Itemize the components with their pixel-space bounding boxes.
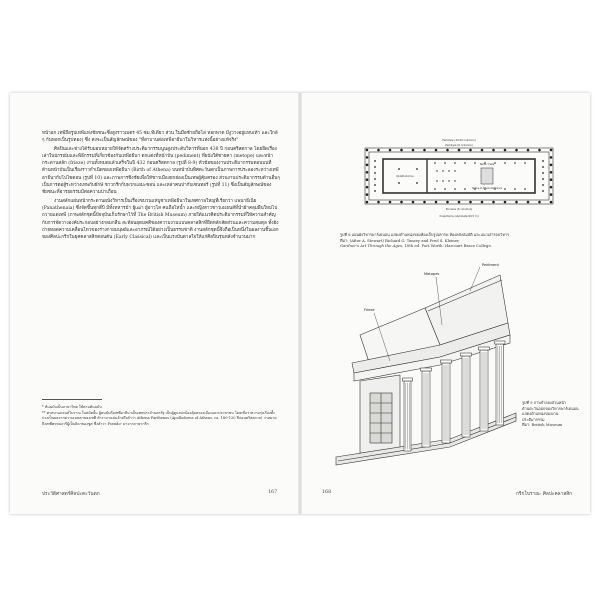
plan-label-statue: Statue of Athena Parthenos: [471, 187, 503, 190]
book-spread: [10, 93, 590, 514]
plan-column: [374, 160, 376, 162]
plan-column: [524, 162, 526, 164]
plan-column: [366, 201, 369, 204]
plan-column: [434, 188, 436, 190]
plan-column: [458, 201, 461, 204]
caption-line: ที่มา: (After A. Stewart) Richard G. Tansey and Fred S. Kleiner,: [340, 237, 460, 243]
plan-column: [474, 162, 476, 164]
footnotes: [42, 405, 280, 427]
plan-column: [374, 172, 376, 174]
plan-column: [436, 180, 437, 181]
plan-column: [550, 164, 553, 167]
plan-column: [442, 180, 443, 181]
plan-column: [550, 193, 553, 196]
caption-line: ประติมากรรม: [522, 416, 545, 422]
plan-column: [366, 178, 369, 181]
footnote-divider: [42, 399, 102, 400]
plan-label-bottom-inner: Pronaos (6 columns): [445, 208, 473, 211]
plan-column: [423, 149, 426, 152]
figure-9-caption: [522, 400, 582, 428]
right-page: [300, 93, 590, 514]
plan-column: [454, 188, 456, 190]
plan-column: [448, 180, 449, 181]
plan-column: [550, 201, 553, 204]
caption-line: [340, 243, 576, 249]
column-capital: [461, 353, 472, 356]
plan-column: [464, 188, 466, 190]
plan-column: [469, 201, 472, 204]
label-metopes: Metopes: [424, 272, 440, 276]
plan-column: [435, 201, 438, 204]
plan-label-top-outer: Peristyle (44-56 columns): [442, 139, 476, 142]
plan-column: [366, 156, 369, 159]
plan-column: [412, 149, 415, 152]
plan-column: [366, 171, 369, 174]
plan-column: [374, 166, 376, 168]
caption-line: รูปที่ 9 ภาพจำลองส่วนหน้า: [522, 400, 567, 405]
caption-line: แสดงตำแหน่งของงาน: [522, 411, 559, 417]
column-capital: [495, 341, 506, 344]
plan-column: [481, 201, 484, 204]
plan-column: [538, 149, 541, 152]
plan-column: [494, 162, 496, 164]
plan-column: [398, 168, 400, 170]
plan-column: [454, 180, 455, 181]
plan-column: [469, 149, 472, 152]
plan-label-bottom-outer: Crepidoma (stylobate 69.5 m): [439, 215, 479, 218]
plan-column: [412, 201, 415, 204]
parthenon-elevation-figure: [330, 253, 520, 468]
plan-column: [458, 149, 461, 152]
plan-label-cella: Naos / Cella: [479, 163, 495, 166]
plan-column: [515, 149, 518, 152]
plan-column: [400, 201, 403, 204]
footnote: * ต้นฉบับเป็นภาษาไทย ใช้ตามต้นฉบับ: [42, 405, 102, 409]
plan-statue-base: [481, 168, 493, 184]
plan-column: [423, 201, 426, 204]
paragraph: งานสลักแผ่นหน้ากระดานผนังวิหารเป็นเรื่องขบวนแห่บูชาเทพีอธีนาในเทศกาลใหญ่ที่เรียกว่า แพนาธีเนีย (Panathenaia) ซึ่งจัดขึ้นทุกสี่ปี มีทั้งทหารม้า ผู้เฒ่า ผู้อาวุโส คนถือไหน้ำ และหญิงสาวชาวเอเธนส์ที่นำผ้าคลุมผืนใหม่ไปถวายแด่เทพี (ภาพสลักชุดนี้ปัจจุบันเก็บรักษาไว้ที่ The British Museum) ภายใต้แนวคิดประติมากรรมที่ให้ความสำคัญกับการจัดวางองค์ประกอบอย่างกลมกลืน สะท้อนอุดมคติของความงามแบบคลาสสิกที่ยึดหลักสัดส่วนและความสมดุล ทั้งยังถ่ายทอดความเคลื่อนไหวของร่างกายมนุษย์และอาภรณ์ได้อย่างเป็นธรรมชาติ งานสลักชุดนี้จึงถือเป็นหนึ่งในผลงานชิ้นเอกของศิลปะกรีกในยุคคลาสสิกตอนต้น (Early Classical) และเป็นแรงบันดาลใจให้แก่ศิลปินรุ่นหลังจำนวนมาก: [42, 198, 279, 241]
plan-column: [527, 201, 530, 204]
plan-column: [454, 170, 455, 171]
plan-column: [550, 186, 553, 189]
caption-publisher: 10th ed. Fort Worth: Harcourt Brace College.: [404, 243, 492, 249]
left-body-text: [42, 130, 280, 241]
plan-column: [550, 178, 553, 181]
label-frieze: Frieze: [364, 308, 375, 312]
plan-column: [550, 156, 553, 159]
plan-column: [448, 170, 449, 171]
paragraph: ศิลปินและช่างได้รับมอบหมายให้จัดสร้างประติมากรรมนูนสูงประดับวิหารที่นอก 438 ปี ก่อนคริสตกาล โดยยึดเรื่องเล่าในปกรณัมและพิธีกรรมที่เกี่ยวข้องกับเทพีอธีนา ตกแต่งที่หน้าบัน (pediment) ที่ผนังใต้ชายคา (metope) และหน้ากระดานสลัก (frieze) งานทั้งหมดแล้วเสร็จในปี 432 ก่อนคริสตกาล (รูปที่ 8-9) หัวข้อของงานประติมากรรมตอนบนที่ด้านหน้าบันเป็นเรื่องราวกำเนิดของเทพีอธีนา (Birth of Athena) บนหน้าบันทิศตะวันตกเป็นภาพการประลองระหว่างเทพีอาธีนากับโปไซดอน (รูปที่ 10) และภาพการชิงชัยเพื่อให้ชาวเมืองยกย่องเป็นเทพผู้คุ้มครอง ส่วนงานประติมากรรมด้านอื่นๆ เป็นการต่อสู้ระหว่างเทพกับยักษ์ ชาวกรีกกับพวกแอมะซอน และเหล่าคนป่ากับเซนทอร์ (รูปที่ 11) ซึ่งเป็นสัญลักษณ์ของชัยชนะที่อารยธรรมมีต่อความป่าเถื่อน: [42, 146, 280, 196]
column-capital: [421, 368, 432, 371]
caption-line: ด้านตะวันออกของวิหารพาร์เธนอน: [522, 405, 579, 411]
plan-column: [444, 162, 446, 164]
plan-column: [444, 188, 446, 190]
plan-column: [542, 160, 544, 162]
label-pediment: Pediment: [482, 263, 499, 267]
page-number-left: 167: [268, 490, 278, 495]
plan-column: [377, 149, 380, 152]
plan-column: [416, 182, 418, 184]
plan-column: [514, 162, 516, 164]
running-head-left: ประวัติศาสตร์ศิลปะตะวันตก: [42, 492, 100, 497]
plan-column: [366, 164, 369, 167]
plan-column: [416, 168, 418, 170]
plan-label-opisthodomos: Opisthodomos: [396, 175, 414, 178]
caption-line: ที่มา: British Museum: [522, 422, 563, 428]
plan-column: [492, 201, 495, 204]
plan-column: [542, 172, 544, 174]
paragraph: หน้าอก เทพีถือรูปเทพีแห่งชัยชนะซึ่งสูงราวเมตร 45 ซม.ทีเดียว ส่วน ในมือซ้ายถือโล่ หอกพาด มีงูวางอยู่แทบเท้า และใกล้ ๆ กันหอกเป็นรูปทอง) ซึ่ง คงจะเป็นสัญลักษณ์ของ "ที่สาบานต่อเทพีอาธีนาในวิหารแห่งนี้อย่างแท้จริง": [42, 131, 278, 144]
plan-column: [542, 184, 544, 186]
plan-column: [446, 149, 449, 152]
plan-column: [374, 178, 376, 180]
plan-column: [492, 149, 495, 152]
parthenon-plan-figure: [343, 135, 573, 223]
plan-column: [524, 188, 526, 190]
plan-column: [377, 201, 380, 204]
plan-column: [464, 162, 466, 164]
plan-column: [504, 162, 506, 164]
plan-column: [542, 190, 544, 192]
plan-column: [515, 201, 518, 204]
plan-column: [504, 201, 507, 204]
plan-column: [542, 166, 544, 168]
plan-column: [504, 149, 507, 152]
plan-column: [366, 186, 369, 189]
plan-column: [366, 193, 369, 196]
plan-column: [435, 149, 438, 152]
caption-book-title: Gardner's Art Through the Ages,: [340, 243, 404, 249]
plan-column: [374, 184, 376, 186]
plan-column: [442, 170, 443, 171]
plan-column: [400, 149, 403, 152]
plan-column: [434, 162, 436, 164]
plan-column: [366, 149, 369, 152]
column-capital: [403, 378, 413, 381]
plan-column: [514, 188, 516, 190]
plan-outer-stylobate: [365, 148, 553, 204]
page-number-right: 168: [322, 490, 332, 495]
plan-column: [389, 149, 392, 152]
plan-column: [436, 170, 437, 171]
column-capital: [479, 347, 490, 350]
running-head-right: กรีกโบราณ: ศิลปะคลาสสิก: [516, 492, 573, 497]
plan-column: [504, 188, 506, 190]
plan-column: [542, 178, 544, 180]
figure-8-caption: [340, 232, 576, 249]
plan-label-top-inner: Peristyle (8 columns): [445, 144, 473, 147]
plan-column: [538, 201, 541, 204]
footnote: ** ศาสนาเอเธนส์โบราณ ในสมัยนั้น ผู้คนนับถือเทพีอาธีนาเป็นเทพประจำนครรัฐ เป็นผู้ดูแลปกป้องคุ้มครองเมืองและประชาชน โดยเชื่อว่าความรุ่งเรืองทั้งปวงเป็นผลจากความเมตตาของเทพี ตำราบางเล่มอ้างถึงคำว่า Athena Parthenos (Apollodorus of Athens, ca. 180-120 ปีก่อนคริสตกาล) ว่าหมายถึงเทพีพรหมจารีผู้เป็นธิดาของซูส ซึ่งคำว่า Pseudo- มาจากภาษากรีก: [42, 410, 277, 426]
plan-column: [389, 201, 392, 204]
plan-column: [446, 201, 449, 204]
plan-column: [481, 149, 484, 152]
plan-column: [550, 171, 553, 174]
plan-column: [550, 149, 553, 152]
column-capital: [441, 360, 452, 363]
plan-column: [454, 162, 456, 164]
plan-column: [374, 190, 376, 192]
caption-line: รูปที่ 8 แผนผังวิหารพาร์เธนอน แสดงตำแหน่งของห้องเก็บรูปเคารพ ห้องคลังสมบัติ และแนวเสารอบวิหาร: [340, 232, 510, 237]
plan-column: [527, 149, 530, 152]
plan-column: [398, 182, 400, 184]
left-page: [10, 93, 300, 514]
